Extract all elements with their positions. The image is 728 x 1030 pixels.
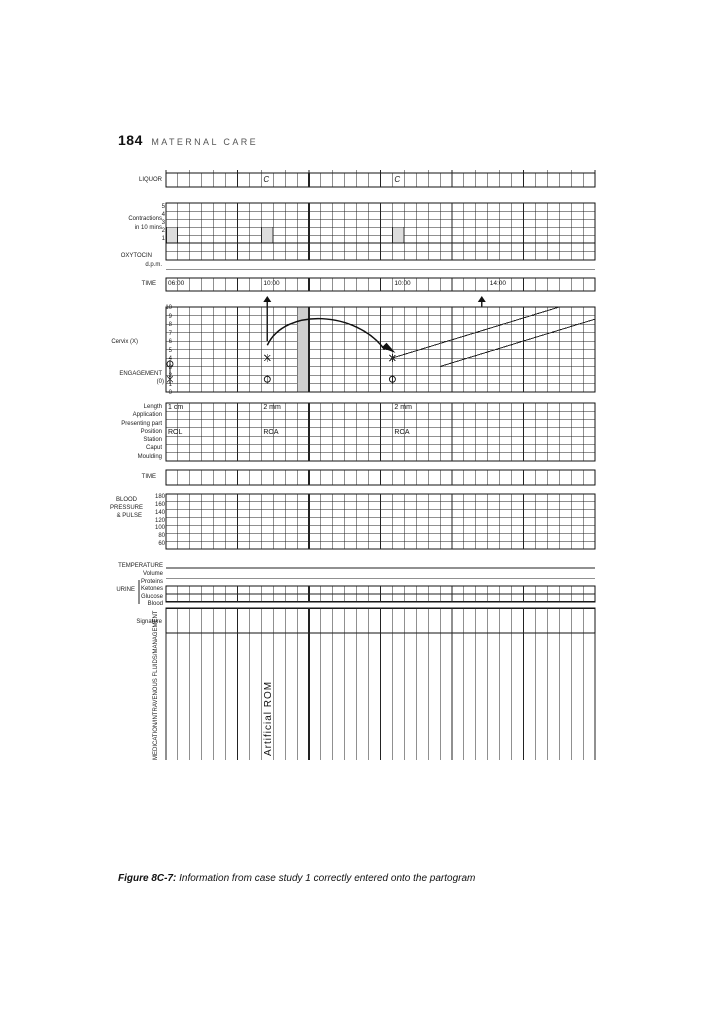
figure-caption [118, 873, 475, 884]
contractions-scale-label: 2 [161, 228, 165, 234]
length-entry: 2 mm [263, 404, 281, 411]
cervix-scale-label: 10 [165, 305, 172, 311]
contractions-label: Contractions [128, 216, 162, 222]
contractions-scale-label: 3 [161, 220, 165, 226]
bp-scale-label: 100 [154, 525, 165, 532]
contractions-label-2: in 10 mins [134, 225, 162, 231]
descriptor-label: Length [143, 404, 162, 410]
section-title: MATERNAL CARE [151, 137, 259, 147]
length-entry: 1 cm [168, 404, 184, 411]
descriptor-label: Caput [145, 445, 162, 452]
cervix-scale-label: 2 [168, 373, 172, 379]
bp-scale-label: 120 [154, 517, 165, 524]
bp-scale-label: 180 [154, 494, 165, 500]
temperature-label: TEMPERATURE [118, 563, 163, 569]
oxytocin-label: OXYTOCIN [120, 253, 152, 259]
bp-scale-label: 140 [154, 509, 165, 516]
cervix-scale-label: 8 [168, 322, 172, 328]
cervix-scale-label: 3 [168, 364, 172, 371]
urine-item-label: Proteins [140, 578, 163, 585]
urine-item-label: Glucose [140, 593, 163, 600]
bp-label-2: PRESSURE [109, 505, 143, 511]
medication-label: MEDICATION/INTRAVENOUS FLUIDS/MANAGEMENT [153, 610, 159, 760]
transfer-arc-head [382, 343, 396, 353]
cervix-scale-label: 1 [168, 381, 172, 388]
cervix-scale-label: 0 [168, 390, 172, 396]
bp-scale-label: 160 [154, 501, 165, 508]
rom-arrow-head [263, 296, 271, 302]
cervix-scale-label: 5 [168, 347, 172, 354]
time1-entry: 10:00 [263, 280, 280, 287]
bp-scale-label: 60 [158, 541, 165, 548]
signature-label: Signature [136, 619, 162, 625]
cervix-scale-label: 4 [168, 356, 172, 362]
urine-item-label: Ketones [140, 586, 163, 592]
contraction-box [393, 227, 404, 243]
cervix-label: Cervix (X) [111, 339, 138, 345]
contractions-scale-label: 5 [161, 204, 165, 210]
action-line [440, 319, 595, 366]
cervix-scale-label: 9 [168, 313, 172, 320]
time1-entry: 14:00 [489, 280, 507, 287]
contractions-scale-label: 1 [161, 236, 165, 242]
length-entry: 2 mm [394, 404, 412, 411]
page-number: 184 [118, 132, 143, 148]
urine-label: URINE [116, 587, 135, 593]
descriptor-label: Moulding [137, 453, 162, 460]
bp-scale-label: 80 [158, 533, 165, 540]
contractions-scale-label: 4 [161, 212, 165, 218]
descriptor-label: Position [140, 428, 162, 435]
engagement-symbol-label: (0) [156, 379, 164, 385]
position-entry: ROL [168, 428, 183, 436]
figure-text: Information from case study 1 correctly entered onto the partogram [179, 873, 476, 884]
urine-item-label: Volume [142, 571, 163, 577]
artificial-rom-note: Artificial ROM [263, 680, 275, 756]
bp-label-1: BLOOD [115, 497, 137, 503]
liquor-entry: C [394, 175, 401, 184]
descriptor-label: Station [143, 437, 162, 444]
cervix-scale-label: 6 [168, 339, 172, 345]
bp-label-3: & PULSE [116, 513, 142, 519]
oxytocin-units-label: d.p.m. [145, 262, 162, 268]
position-entry: ROA [263, 428, 279, 436]
time-arrow-head [478, 296, 486, 302]
contraction-box [262, 227, 273, 243]
descriptor-label: Application [132, 412, 162, 419]
time1-label: TIME [141, 281, 156, 287]
engagement-label: ENGAGEMENT [119, 371, 162, 377]
contraction-box [167, 227, 178, 243]
cervix-scale-label: 7 [168, 330, 172, 337]
liquor-entry: C [263, 175, 270, 184]
liquor-label: LIQUOR [138, 177, 162, 183]
urine-item-label: Blood [147, 601, 163, 607]
position-entry: ROA [394, 428, 410, 436]
time1-entry: 06:00 [168, 280, 185, 287]
figure-number: Figure 8C-7: [118, 873, 177, 884]
time1-entry: 10:00 [394, 280, 411, 287]
descriptor-label: Presenting part [121, 420, 162, 427]
time2-label: TIME [141, 474, 156, 480]
